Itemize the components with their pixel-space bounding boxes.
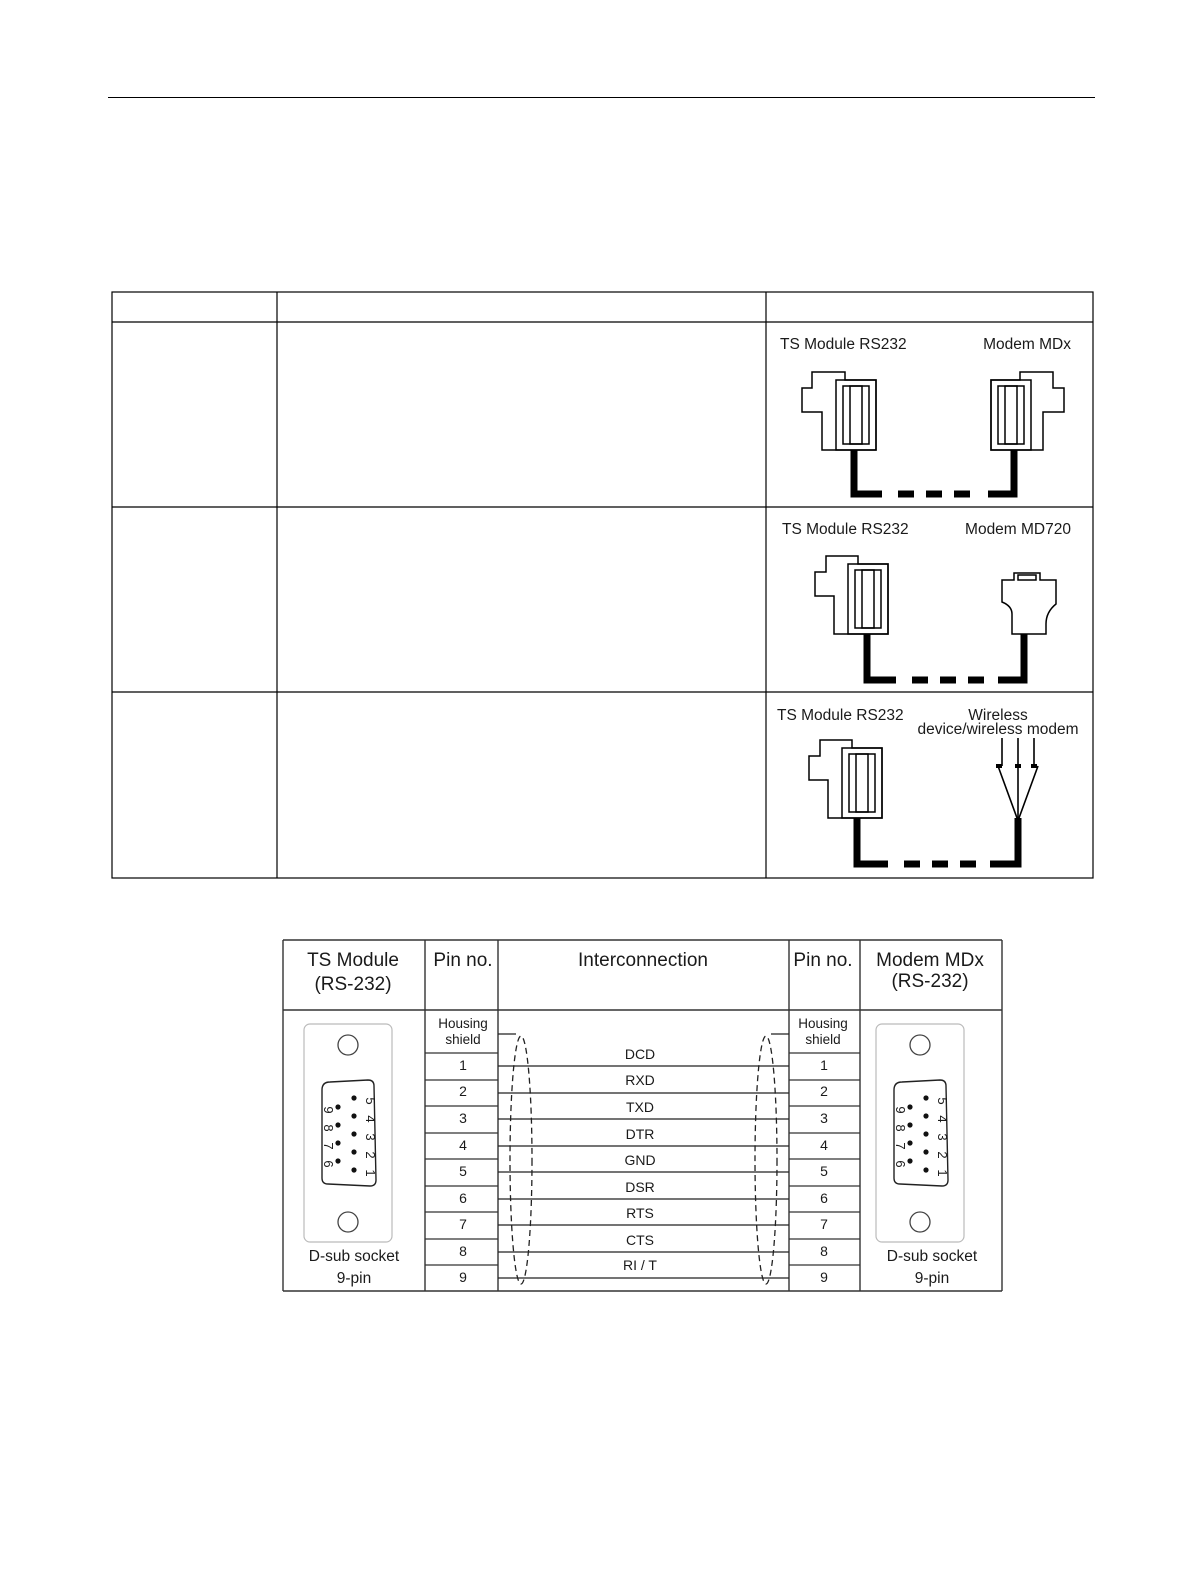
signal-dcd: DCD xyxy=(624,1046,656,1062)
left-connector-pin-9: 9 xyxy=(321,1106,336,1114)
dsub-socket-left xyxy=(304,1024,392,1242)
right-housing-label-line1: Housing xyxy=(798,1016,848,1031)
left-socket-label-line2: 9-pin xyxy=(336,1270,372,1287)
left-pin-4: 4 xyxy=(459,1137,467,1153)
left-housing-label-line2: shield xyxy=(445,1032,481,1047)
row3-right-label-line2: device/wireless modem xyxy=(917,721,1079,738)
left-pin-6: 6 xyxy=(459,1190,467,1206)
left-pin-1: 1 xyxy=(459,1057,467,1073)
row1-left-label: TS Module RS232 xyxy=(780,336,907,353)
cable-line xyxy=(854,450,1014,494)
right-socket-label-line1: D-sub socket xyxy=(886,1248,978,1265)
interconnection-header: Interconnection xyxy=(578,950,708,971)
open-wire-ends-icon xyxy=(996,738,1038,818)
right-connector-pin-9: 9 xyxy=(893,1106,908,1114)
right-connector-title-line1: Modem MDx xyxy=(876,950,984,971)
row2-left-label: TS Module RS232 xyxy=(782,521,909,538)
cable-table-frame xyxy=(112,292,1093,878)
row3-right-label-line1: Wireless xyxy=(968,707,1028,724)
right-connector-title-line2: (RS-232) xyxy=(891,971,969,992)
signal-gnd: GND xyxy=(624,1152,656,1168)
left-pin-2: 2 xyxy=(459,1083,467,1099)
rj-plug-icon xyxy=(815,556,888,634)
left-connector-pin-4: 4 xyxy=(363,1115,378,1123)
row3-left-label: TS Module RS232 xyxy=(777,707,904,724)
left-pin-8: 8 xyxy=(459,1243,467,1259)
right-pin-3: 3 xyxy=(820,1110,828,1126)
rj-plug-icon xyxy=(991,372,1064,450)
cable-line xyxy=(867,634,1024,680)
left-connector-pin-3: 3 xyxy=(363,1133,378,1141)
left-connector-pin-6: 6 xyxy=(321,1160,336,1168)
rj-plug-icon xyxy=(802,372,876,450)
left-connector-pin-8: 8 xyxy=(321,1124,336,1132)
right-connector-pin-2: 2 xyxy=(935,1151,950,1159)
right-connector-pin-6: 6 xyxy=(893,1160,908,1168)
left-socket-label-line1: D-sub socket xyxy=(308,1248,400,1265)
signal-cts: CTS xyxy=(626,1232,654,1248)
right-connector-pin-1: 1 xyxy=(935,1169,950,1177)
right-connector-pin-8: 8 xyxy=(893,1124,908,1132)
cable-table xyxy=(112,292,1093,878)
signal-dtr: DTR xyxy=(625,1126,655,1142)
right-socket-label-line2: 9-pin xyxy=(914,1270,950,1287)
left-pin-5: 5 xyxy=(459,1163,467,1179)
right-housing-label-line2: shield xyxy=(805,1032,841,1047)
left-connector-pin-7: 7 xyxy=(321,1142,336,1150)
right-pin-6: 6 xyxy=(820,1190,828,1206)
left-pin-7: 7 xyxy=(459,1216,467,1232)
right-pin-4: 4 xyxy=(820,1137,828,1153)
right-pin-5: 5 xyxy=(820,1163,828,1179)
row2-right-label: Modem MD720 xyxy=(965,521,1071,538)
left-pin-9: 9 xyxy=(459,1269,467,1285)
left-connector-title-line2: (RS-232) xyxy=(314,974,392,995)
signal-dsr: DSR xyxy=(625,1179,655,1195)
rj-plug-icon xyxy=(809,740,882,818)
right-connector-pin-5: 5 xyxy=(935,1097,950,1105)
right-pin-9: 9 xyxy=(820,1269,828,1285)
right-pin-header: Pin no. xyxy=(793,950,853,971)
signal-txd: TXD xyxy=(626,1099,654,1115)
left-connector-pin-1: 1 xyxy=(363,1169,378,1177)
right-connector-pin-7: 7 xyxy=(893,1142,908,1150)
left-pin-3: 3 xyxy=(459,1110,467,1126)
right-pin-8: 8 xyxy=(820,1243,828,1259)
right-pin-2: 2 xyxy=(820,1083,828,1099)
left-connector-pin-5: 5 xyxy=(363,1097,378,1105)
right-pin-1: 1 xyxy=(820,1057,828,1073)
left-pin-header: Pin no. xyxy=(433,950,493,971)
right-connector-pin-3: 3 xyxy=(935,1133,950,1141)
right-connector-pin-4: 4 xyxy=(935,1115,950,1123)
left-connector-pin-2: 2 xyxy=(363,1151,378,1159)
left-housing-label-line1: Housing xyxy=(438,1016,488,1031)
signal-rts: RTS xyxy=(626,1205,654,1221)
signal-rxd: RXD xyxy=(625,1072,655,1088)
left-connector-title-line1: TS Module xyxy=(307,950,399,971)
signal-ri: RI / T xyxy=(623,1257,657,1273)
right-pin-7: 7 xyxy=(820,1216,828,1232)
dsub-socket-right xyxy=(876,1024,964,1242)
row1-right-label: Modem MDx xyxy=(983,336,1071,353)
db9-plug-icon xyxy=(1002,573,1056,634)
cable-line xyxy=(857,818,1018,864)
